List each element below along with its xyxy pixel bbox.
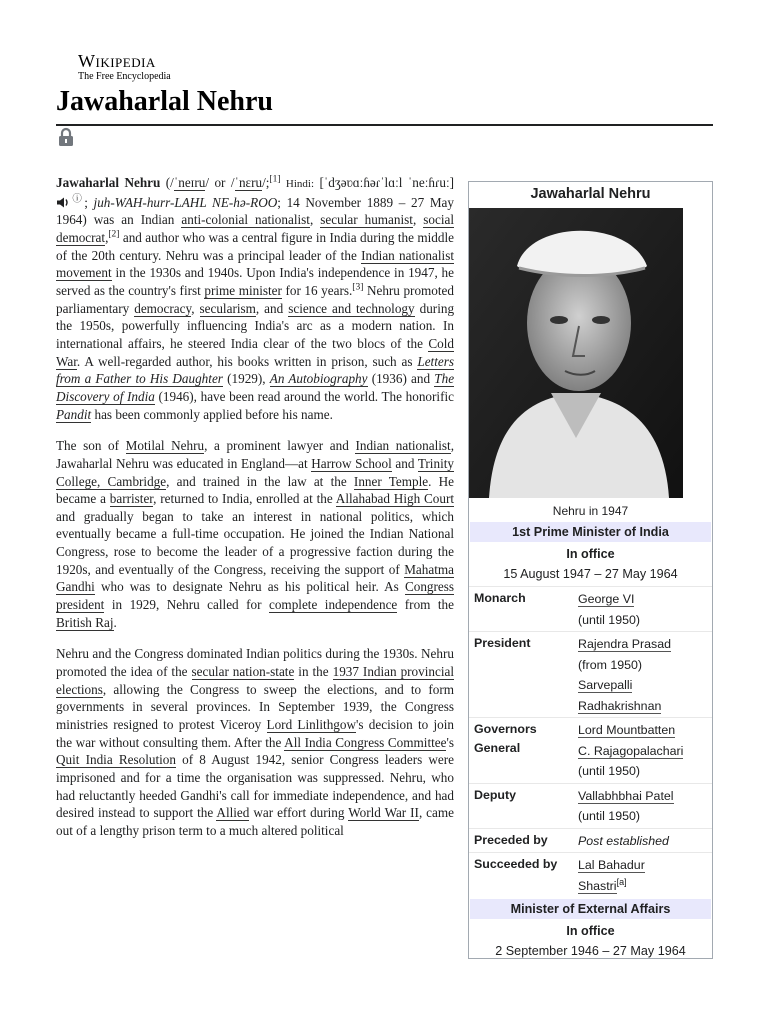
link-discovery-of-india[interactable]: The Discovery of India: [56, 371, 455, 404]
link-anti-colonial[interactable]: anti-colonial nationalist: [181, 212, 310, 228]
link-congress-president[interactable]: Congress president: [56, 579, 455, 613]
link-an-autobiography[interactable]: An Autobiography: [269, 371, 368, 387]
link-rajendra-prasad[interactable]: Rajendra Prasad: [578, 637, 671, 651]
link-shastri[interactable]: Shastri: [578, 878, 617, 893]
page-title: Jawaharlal Nehru: [56, 86, 273, 117]
note-a[interactable]: [a]: [616, 876, 627, 887]
infobox-row-governors-general: Governors General Lord Mountbatten C. Rajagopalachari (until 1950): [469, 717, 712, 783]
pronunciation-1-link[interactable]: ˈneɪru: [173, 175, 206, 190]
title-divider: [56, 124, 713, 126]
link-democracy[interactable]: democracy: [134, 300, 192, 316]
link-george-vi[interactable]: George VI: [578, 592, 635, 606]
link-radhakrishnan[interactable]: Radhakrishnan: [578, 698, 662, 713]
infobox-row-succeeded-by: Succeeded by Lal Bahadur Shastri[a]: [469, 852, 712, 897]
term-dates: 15 August 1947 – 27 May 1964: [503, 567, 678, 581]
speaker-icon[interactable]: [56, 197, 70, 208]
subject-name: Jawaharlal Nehru: [56, 175, 161, 190]
lead-paragraph: Jawaharlal Nehru (/ˈneɪru/ or /ˈnɛru/;[1] Hindi: [ˈdʒəʋɑːɦəɾˈlɑːl ˈneːɦɾuː] ⓘ; juh-WAH-hurr-LAHL NE-hə-ROO; 14 November 1889 – 27 May 1964) was an Indian anti-colonial nationalist, secular humanist, social democrat,[2] and author who was a central figure in India during the middle of the 20th century. Nehru was a principal leader of the Indian nationalist movement in the 1930s and 1940s. Upon India's independence in 1947, he served as the country's first prime minister for 16 years.[3] Nehru promoted parliamentary democracy, secularism, and science and technology during the 1950s, powerfully influencing India's arc as a modern nation. In international affairs, he steered India clear of the two blocs of the Cold War. A well-regarded author, his books written in prison, such as Letters from a Father to His Daughter (1929), An Autobiography (1936) and The Discovery of India (1946), have been read around the world. The honorific Pandit has been commonly applied before his name.: [56, 174, 455, 422]
link-secularism[interactable]: secularism: [199, 300, 256, 316]
link-lord-mountbatten[interactable]: Lord Mountbatten: [578, 723, 676, 737]
link-quit-india-resolution[interactable]: Quit India Resolution: [56, 752, 176, 768]
link-sarvepalli[interactable]: Sarvepalli: [578, 678, 633, 692]
infobox-header-external-affairs: Minister of External Affairs: [470, 899, 711, 919]
wikipedia-logo[interactable]: [78, 52, 171, 83]
link-allahabad-high-court[interactable]: Allahabad High Court: [335, 491, 455, 507]
link-allied[interactable]: Allied: [216, 805, 250, 821]
link-british-raj[interactable]: British Raj: [56, 614, 114, 630]
infobox-title: Jawaharlal Nehru: [530, 186, 651, 202]
article-body: [56, 174, 454, 854]
link-lal-bahadur[interactable]: Lal Bahadur: [578, 858, 645, 872]
link-letters-from-a-father[interactable]: Letters from a Father to His Daughter: [56, 353, 454, 387]
logo-subtitle: The Free Encyclopedia: [78, 71, 171, 82]
link-cold-war[interactable]: Cold War: [56, 335, 454, 369]
link-trinity-college[interactable]: Trinity College, Cambridge: [56, 455, 454, 489]
pronunciation-2-link[interactable]: ˈnɛru: [234, 175, 263, 190]
infobox-row-president: President Rajendra Prasad (from 1950) Sarvepalli Radhakrishnan: [469, 631, 712, 717]
link-harrow-school[interactable]: Harrow School: [311, 455, 392, 471]
infobox-row-monarch: Monarch George VI (until 1950): [469, 586, 712, 631]
in-office-label-2: In office: [566, 924, 615, 938]
link-science-technology[interactable]: science and technology: [288, 300, 415, 316]
info-icon[interactable]: ⓘ: [70, 194, 85, 205]
logo-title: Wikipedia: [78, 51, 156, 71]
in-office-label: In office: [566, 547, 615, 561]
link-lord-linlithgow[interactable]: Lord Linlithgow: [266, 717, 357, 733]
link-secular-nation-state[interactable]: secular nation-state: [191, 664, 295, 680]
link-mahatma-gandhi[interactable]: Mahatma Gandhi: [56, 561, 454, 595]
infobox: [468, 181, 713, 959]
reference-2[interactable]: [2]: [108, 229, 120, 240]
link-indian-nationalist-movement[interactable]: Indian nationalist movement: [56, 247, 454, 281]
lock-icon[interactable]: [57, 127, 75, 147]
link-inner-temple[interactable]: Inner Temple: [353, 473, 429, 489]
reference-1[interactable]: [1]: [269, 174, 281, 185]
infobox-header-pm: 1st Prime Minister of India: [470, 522, 711, 542]
term-dates-2: 2 September 1946 – 27 May 1964: [495, 944, 686, 958]
portrait-photo[interactable]: [469, 208, 683, 498]
link-complete-independence[interactable]: complete independence: [268, 597, 398, 613]
link-prime-minister[interactable]: prime minister: [204, 282, 282, 298]
link-world-war-ii[interactable]: World War II: [348, 805, 419, 821]
link-motilal-nehru[interactable]: Motilal Nehru: [125, 438, 205, 454]
respelling-link[interactable]: juh-WAH-hurr-LAHL NE-hə-ROO: [93, 194, 278, 210]
link-social-democrat[interactable]: social democrat: [56, 212, 455, 245]
link-barrister[interactable]: barrister: [109, 491, 154, 507]
link-indian-nationalist[interactable]: Indian nationalist: [355, 438, 451, 454]
paragraph-2: The son of Motilal Nehru, a prominent lawyer and Indian nationalist, Jawaharlal Nehru was educated in England—at Harrow School and Trinity College, Cambridge, and trained in the law at the Inner Temple. He became a barrister, returned to India, enrolled at the Allahabad High Court and gradually began to take an interest in national politics, which eventually became a full-time occupation. He joined the Indian National Congress, rose to become the leader of a progressive faction during the 1920s, and eventually of the Congress, receiving the support of Mahatma Gandhi who was to designate Nehru as his political heir. As Congress president in 1929, Nehru called for complete independence from the British Raj.: [56, 438, 455, 630]
link-1937-elections[interactable]: 1937 Indian provincial elections: [56, 664, 455, 697]
infobox-row-deputy: Deputy Vallabhbhai Patel (until 1950): [469, 783, 712, 828]
photo-caption: Nehru in 1947: [552, 504, 629, 518]
link-rajagopalachari[interactable]: C. Rajagopalachari: [578, 743, 684, 758]
ipa-text[interactable]: [ˈdʒəʋɑːɦəɾˈlɑːl ˈneːɦɾuː]: [319, 175, 455, 190]
reference-3[interactable]: [3]: [352, 282, 364, 293]
infobox-row-preceded-by: Preceded by Post established: [469, 828, 712, 853]
link-pandit[interactable]: Pandit: [56, 406, 92, 422]
paragraph-3: Nehru and the Congress dominated Indian politics during the 1930s. Nehru promoted the idea of the secular nation-state in the 1937 Indian provincial elections, allowing the Congress to sweep the elections, and to form governments in several provinces. In September 1939, the Congress ministries resigned to protest Viceroy Lord Linlithgow's decision to join the war without consulting them. After the All India Congress Committee's Quit India Resolution of 8 August 1942, senior Congress leaders were imprisoned and for a time the organisation was suppressed. Nehru, who had reluctantly heeded Gandhi's call for immediate independence, and had desired instead to support the Allied war effort during World War II, came out of a lengthy prison term to a much altered political: [56, 646, 455, 838]
link-aicc[interactable]: All India Congress Committee: [284, 734, 447, 750]
link-secular-humanist[interactable]: secular humanist: [320, 212, 413, 228]
link-vallabhbhai-patel[interactable]: Vallabhbhai Patel: [578, 788, 674, 803]
